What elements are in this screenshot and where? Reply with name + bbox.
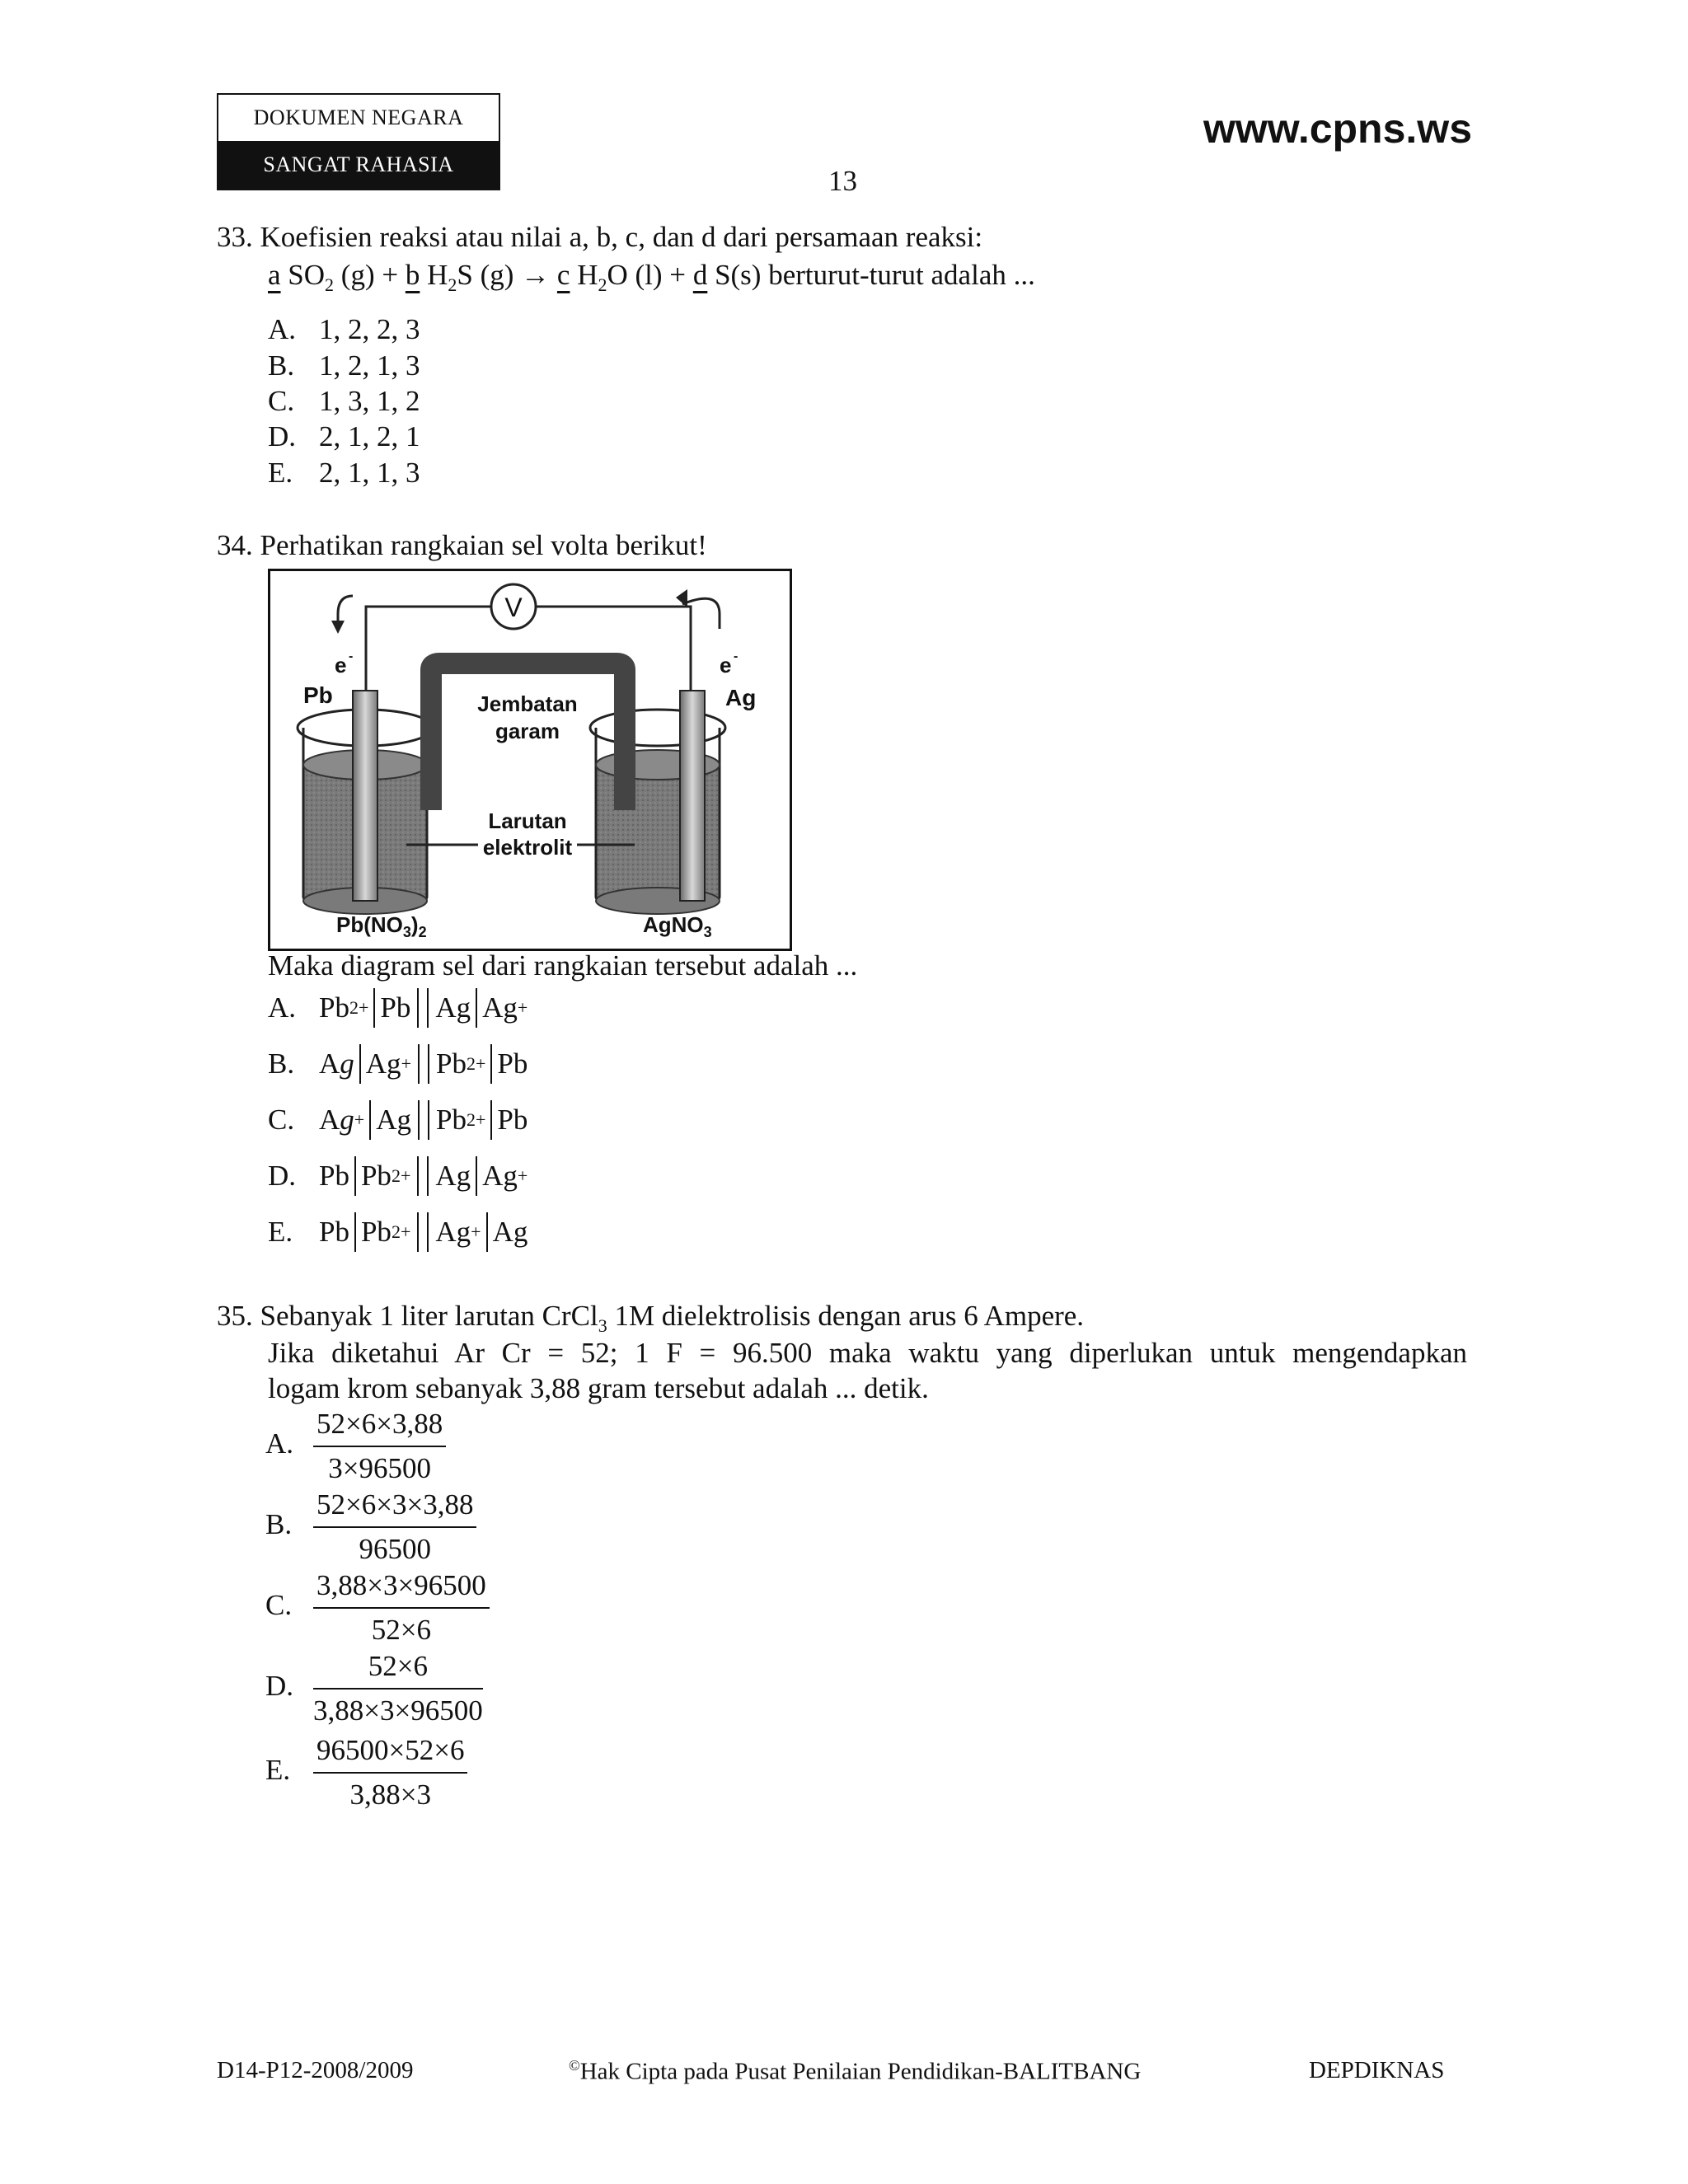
page-number: 13: [828, 165, 857, 197]
q34-option-c[interactable]: C. A g + Ag Pb 2+ Pb: [268, 1099, 528, 1141]
q35-line-2: Jika diketahui Ar Cr = 52; 1 F = 96.500 maka waktu yang diperlukan untuk mengendapkan: [268, 1337, 1467, 1369]
q33-option-a[interactable]: A. 1, 2, 2, 3: [268, 313, 420, 345]
q35-option-c-fraction[interactable]: $\frac{3,88\times 3\times 96500}{52\times 6}$: [313, 1569, 490, 1647]
svg-text:-: -: [734, 649, 738, 663]
footer-code: D14-P12-2008/2009: [217, 2057, 414, 2083]
q33-option-c[interactable]: C. 1, 3, 1, 2: [268, 385, 420, 417]
volta-cell-diagram: [268, 569, 792, 951]
q35-option-e-letter[interactable]: E.: [265, 1754, 291, 1786]
volta-cell-svg: [270, 571, 790, 949]
q35-option-e-fraction[interactable]: $\frac{96500\times 52\times 6}{3,88\times 3}$: [313, 1734, 467, 1811]
solution-label-2: elektrolit: [482, 835, 573, 860]
q35-line-1: 35. Sebanyak 1 liter larutan CrCl$_3$ 1M dielektrolisis dengan arus 6 Ampere.: [217, 1300, 1085, 1336]
classification-stamp: [217, 93, 500, 190]
q33-option-d[interactable]: D. 2, 1, 2, 1: [268, 420, 420, 452]
left-electron-label: e: [335, 653, 347, 677]
q35-option-b-fraction[interactable]: $\frac{52\times 6\times 3\times 3,88}{96500}$: [313, 1488, 476, 1566]
q34-stem: 34. Perhatikan rangkaian sel volta berikut!: [217, 529, 707, 561]
footer-dept: DEPDIKNAS: [1309, 2057, 1445, 2083]
left-solution-label: $Pb(NO_3)_2$: [336, 912, 427, 940]
pb-electrode: [353, 691, 377, 901]
q34-option-e[interactable]: E. Pb Pb 2+ Ag + Ag: [268, 1212, 528, 1253]
q33-stem: 33. Koefisien reaksi atau nilai a, b, c, dan d dari persamaan reaksi:: [217, 221, 983, 253]
q35-option-d-fraction[interactable]: $\frac{52\times 6}{3,88\times 3\times 96500}$: [313, 1650, 483, 1727]
right-solution-label: AgNO$_3$: [643, 912, 712, 940]
right-electron-label: e: [720, 653, 732, 677]
ag-electrode: [680, 691, 705, 901]
footer-copyright: ©Hak Cipta pada Pusat Penilaian Pendidikan-BALITBANG: [569, 2057, 1142, 2085]
bridge-label-1: Jembatan: [477, 691, 578, 716]
stamp-top-label: DOKUMEN NEGARA: [253, 105, 464, 129]
q33-equation-tail: berturut-turut adalah ...: [768, 259, 1035, 291]
q34-option-a[interactable]: A. Pb 2+ Pb Ag Ag +: [268, 987, 528, 1029]
q33-option-b[interactable]: B. 1, 2, 1, 3: [268, 349, 420, 382]
q33-equation: a $SO_2$ (g) + b $H_2S$ (g) → c $H_2O$ (l) + d S(s) berturut-turut adalah ...: [268, 259, 1035, 295]
left-electrode-label: Pb: [303, 682, 333, 708]
solution-label-1: Larutan: [488, 808, 567, 833]
copyright-symbol: ©: [569, 2057, 580, 2074]
voltmeter-label: V: [504, 593, 523, 622]
q34-option-b[interactable]: B. A g Ag + Pb 2+ Pb: [268, 1043, 528, 1085]
q33-option-e[interactable]: E. 2, 1, 1, 3: [268, 457, 420, 489]
q35-option-b-letter[interactable]: B.: [265, 1508, 293, 1540]
website-link[interactable]: www.cpns.ws: [1203, 105, 1473, 152]
q35-option-d-letter[interactable]: D.: [265, 1670, 294, 1702]
q35-option-c-letter[interactable]: C.: [265, 1589, 293, 1621]
right-arrow-head-icon: [676, 589, 687, 607]
left-arrow-head-icon: [331, 621, 345, 634]
right-electron-arrow: [682, 598, 720, 629]
bridge-label-2: garam: [495, 719, 560, 743]
q35-option-a-fraction[interactable]: $\frac{52\times 6\times 3,88}{3\times 96500}$: [313, 1408, 446, 1485]
q35-option-a-letter[interactable]: A.: [265, 1427, 294, 1460]
q35-line-3: logam krom sebanyak 3,88 gram tersebut adalah ... detik.: [268, 1372, 929, 1404]
q34-option-d[interactable]: D. Pb Pb 2+ Ag Ag +: [268, 1155, 528, 1197]
right-electrode-label: Ag: [725, 685, 757, 710]
svg-text:-: -: [349, 649, 354, 663]
q34-question: Maka diagram sel dari rangkaian tersebut adalah ...: [268, 949, 858, 982]
stamp-bottom-label: SANGAT RAHASIA: [218, 141, 499, 189]
